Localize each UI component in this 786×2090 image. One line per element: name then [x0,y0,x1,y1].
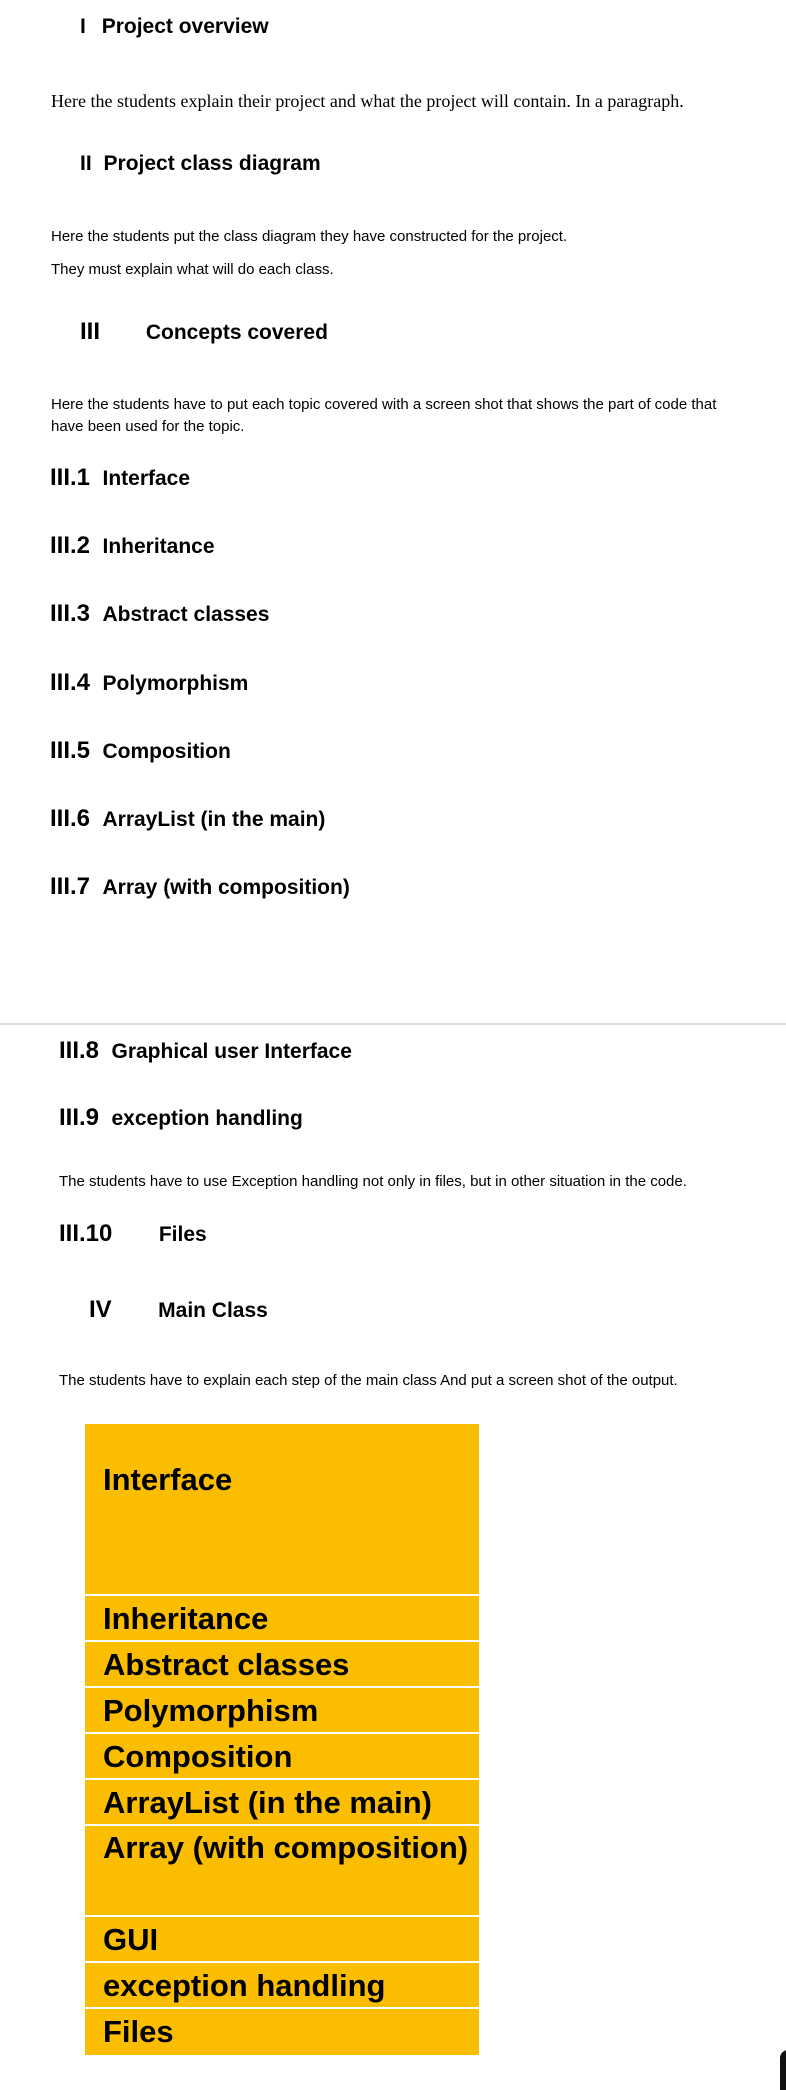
section-4-heading [89,1296,268,1324]
section-title: Project class diagram [103,152,321,175]
subsection-title: Polymorphism [102,672,249,695]
subsection-3-8 [59,1037,352,1065]
section-title: Main Class [158,1299,268,1322]
subsection-number: III.10 [59,1220,113,1247]
table-row: GUI [85,1917,479,1963]
table-row: exception handling [85,1963,479,2009]
subsection-number: III.1 [50,464,91,491]
subsection-title: Inheritance [102,535,215,558]
subsection-title: Graphical user Interface [111,1040,352,1063]
subsection-3-9-paragraph: The students have to use Exception handling not only in files, but in other situation in the code. [59,1173,687,1190]
subsection-title: ArrayList (in the main) [102,808,326,831]
subsection-number: III.8 [59,1037,100,1064]
subsection-3-5 [50,737,231,765]
subsection-title: Array (with composition) [102,876,350,899]
section-number: I [80,15,86,38]
table-row: Array (with composition) [85,1826,479,1917]
subsection-3-10 [59,1220,207,1248]
table-row: Abstract classes [85,1642,479,1688]
subsection-number: III.6 [50,805,91,832]
section-number: IV [89,1296,112,1323]
section-title: Concepts covered [145,321,328,344]
section-number: III [80,318,101,345]
section-2-line-2: They must explain what will do each class. [51,261,334,278]
subsection-3-9 [59,1104,303,1132]
subsection-3-4 [50,669,248,697]
table-row: Composition [85,1734,479,1780]
corner-mark [780,2050,786,2090]
summary-table [85,1424,479,2055]
subsection-number: III.2 [50,532,91,559]
subsection-3-6 [50,805,325,833]
subsection-3-2 [50,532,215,560]
subsection-title: Files [158,1223,207,1246]
subsection-number: III.7 [50,873,91,900]
table-row: Interface [85,1424,479,1596]
subsection-number: III.3 [50,600,91,627]
subsection-3-7 [50,873,350,901]
section-title: Project overview [101,15,269,38]
section-4-paragraph: The students have to explain each step of the main class And put a screen shot of the output. [59,1372,678,1389]
subsection-number: III.4 [50,669,91,696]
section-number: II [80,152,92,175]
page-divider [0,1023,786,1025]
section-3-paragraph: Here the students have to put each topic covered with a screen shot that shows the part of code that have been used for the topic. [51,396,717,435]
section-3-heading [80,318,328,346]
subsection-3-3 [50,600,269,628]
subsection-number: III.9 [59,1104,100,1131]
subsection-number: III.5 [50,737,91,764]
subsection-title: Abstract classes [102,603,270,626]
section-1-heading [80,15,269,39]
subsection-title: Composition [102,740,231,763]
section-2-heading [80,152,321,176]
subsection-title: exception handling [111,1107,303,1130]
table-row: Inheritance [85,1596,479,1642]
subsection-title: Interface [102,467,191,490]
table-row: ArrayList (in the main) [85,1780,479,1826]
table-row: Files [103,2014,174,2049]
section-2-line-1: Here the students put the class diagram they have constructed for the project. [51,228,568,245]
table-row: Polymorphism [85,1688,479,1734]
section-1-paragraph: Here the students explain their project and what the project will contain. In a paragraph. [51,91,684,111]
subsection-3-1 [50,464,190,492]
